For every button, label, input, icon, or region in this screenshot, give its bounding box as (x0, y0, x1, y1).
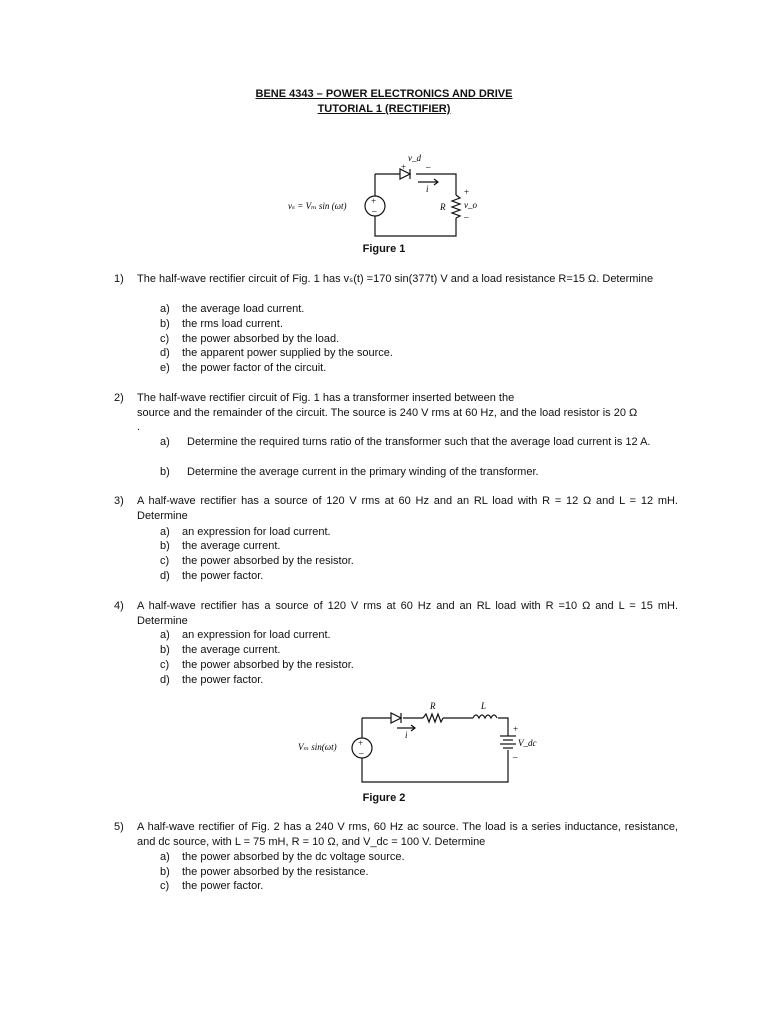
question-text: A half-wave rectifier of Fig. 2 has a 240 V rms, 60 Hz ac source. The load is a series inductance, resistance, and dc source, with L = 75 mH, R = 10 Ω, and V_dc = 100 V. Determine (137, 821, 678, 848)
source-expression-label: Vₘ sin(ωt) (298, 742, 337, 752)
q3-item-d: d) the power factor. (160, 570, 264, 582)
source-minus-sign: – (359, 748, 364, 758)
tutorial-title: TUTORIAL 1 (RECTIFIER) (317, 103, 451, 115)
question-text-line-2: source and the remainder of the circuit. The source is 240 V rms at 60 Hz, and the load resistor is 20 Ω (137, 406, 638, 419)
current-label: i (405, 730, 408, 740)
source-plus-sign: + (358, 738, 364, 748)
inductor-label: L (481, 701, 487, 711)
question-3 (114, 494, 678, 523)
q3-item-a: a) an expression for load current. (160, 526, 331, 538)
vo-minus-sign: – (464, 212, 469, 222)
question-text: A half-wave rectifier has a source of 120 V rms at 60 Hz and an RL load with R = 12 Ω and L = 12 mH. Determine (137, 495, 678, 522)
figure-1-caption: Figure 1 (362, 243, 406, 255)
question-2 (114, 391, 678, 435)
resistor-label: R (430, 701, 436, 711)
source-expression-label: vₛ = Vₘ sin (ωt) (288, 201, 347, 211)
q1-item-c: c) the power absorbed by the load. (160, 333, 340, 345)
question-number: 3) (114, 495, 124, 507)
vdc-plus-sign: + (513, 724, 519, 734)
question-text-line-1: The half-wave rectifier circuit of Fig. 1 has a transformer inserted between the (137, 392, 515, 404)
course-title: BENE 4343 – POWER ELECTRONICS AND DRIVE (255, 88, 513, 100)
question-number: 4) (114, 600, 124, 612)
question-text-line-3: . (137, 421, 141, 434)
question-text: A half-wave rectifier has a source of 120 V rms at 60 Hz and an RL load with R =10 Ω and L = 15 mH. Determine (137, 600, 678, 627)
figure-2-circuit (295, 698, 545, 788)
vd-plus-sign: + (401, 162, 407, 172)
figure-2-caption: Figure 2 (362, 792, 406, 804)
question-1 (114, 272, 678, 287)
q1-item-a: a) the average load current. (160, 303, 305, 315)
q4-item-c: c) the power absorbed by the resistor. (160, 659, 354, 671)
q3-item-b: b) the average current. (160, 540, 281, 552)
question-4 (114, 599, 678, 628)
q4-item-b: b) the average current. (160, 644, 281, 656)
q2-item-b: b) Determine the average current in the primary winding of the transformer. (160, 466, 539, 478)
q3-item-c: c) the power absorbed by the resistor. (160, 555, 354, 567)
source-minus-sign: – (372, 206, 377, 216)
vd-minus-sign: – (426, 162, 431, 172)
vdc-label: V_dc (518, 738, 537, 748)
q1-item-d: d) the apparent power supplied by the source. (160, 347, 393, 359)
q5-item-b: b) the power absorbed by the resistance. (160, 866, 369, 878)
vo-label: v_o (464, 200, 477, 210)
vdc-minus-sign: – (513, 752, 518, 762)
question-text: The half-wave rectifier circuit of Fig. 1 has vₛ(t) =170 sin(377t) V and a load resistance R=15 Ω. Determine (137, 273, 654, 285)
q5-item-a: a) the power absorbed by the dc voltage source. (160, 851, 405, 863)
q2-item-a: a) Determine the required turns ratio of the transformer such that the average load current is 12 A. (160, 436, 651, 448)
vd-label: v_d (408, 153, 421, 163)
question-number: 5) (114, 821, 124, 833)
q4-item-d: d) the power factor. (160, 674, 264, 686)
source-plus-sign: + (371, 196, 377, 206)
q4-item-a: a) an expression for load current. (160, 629, 331, 641)
figure-1-circuit (280, 148, 480, 243)
vo-plus-sign: + (464, 187, 470, 197)
question-number: 1) (114, 273, 124, 285)
q1-item-e: e) the power factor of the circuit. (160, 362, 327, 374)
question-5 (114, 820, 678, 849)
question-number: 2) (114, 392, 124, 404)
q1-item-b: b) the rms load current. (160, 318, 283, 330)
current-label: i (426, 184, 429, 194)
q5-item-c: c) the power factor. (160, 880, 264, 892)
resistor-label: R (440, 202, 446, 212)
